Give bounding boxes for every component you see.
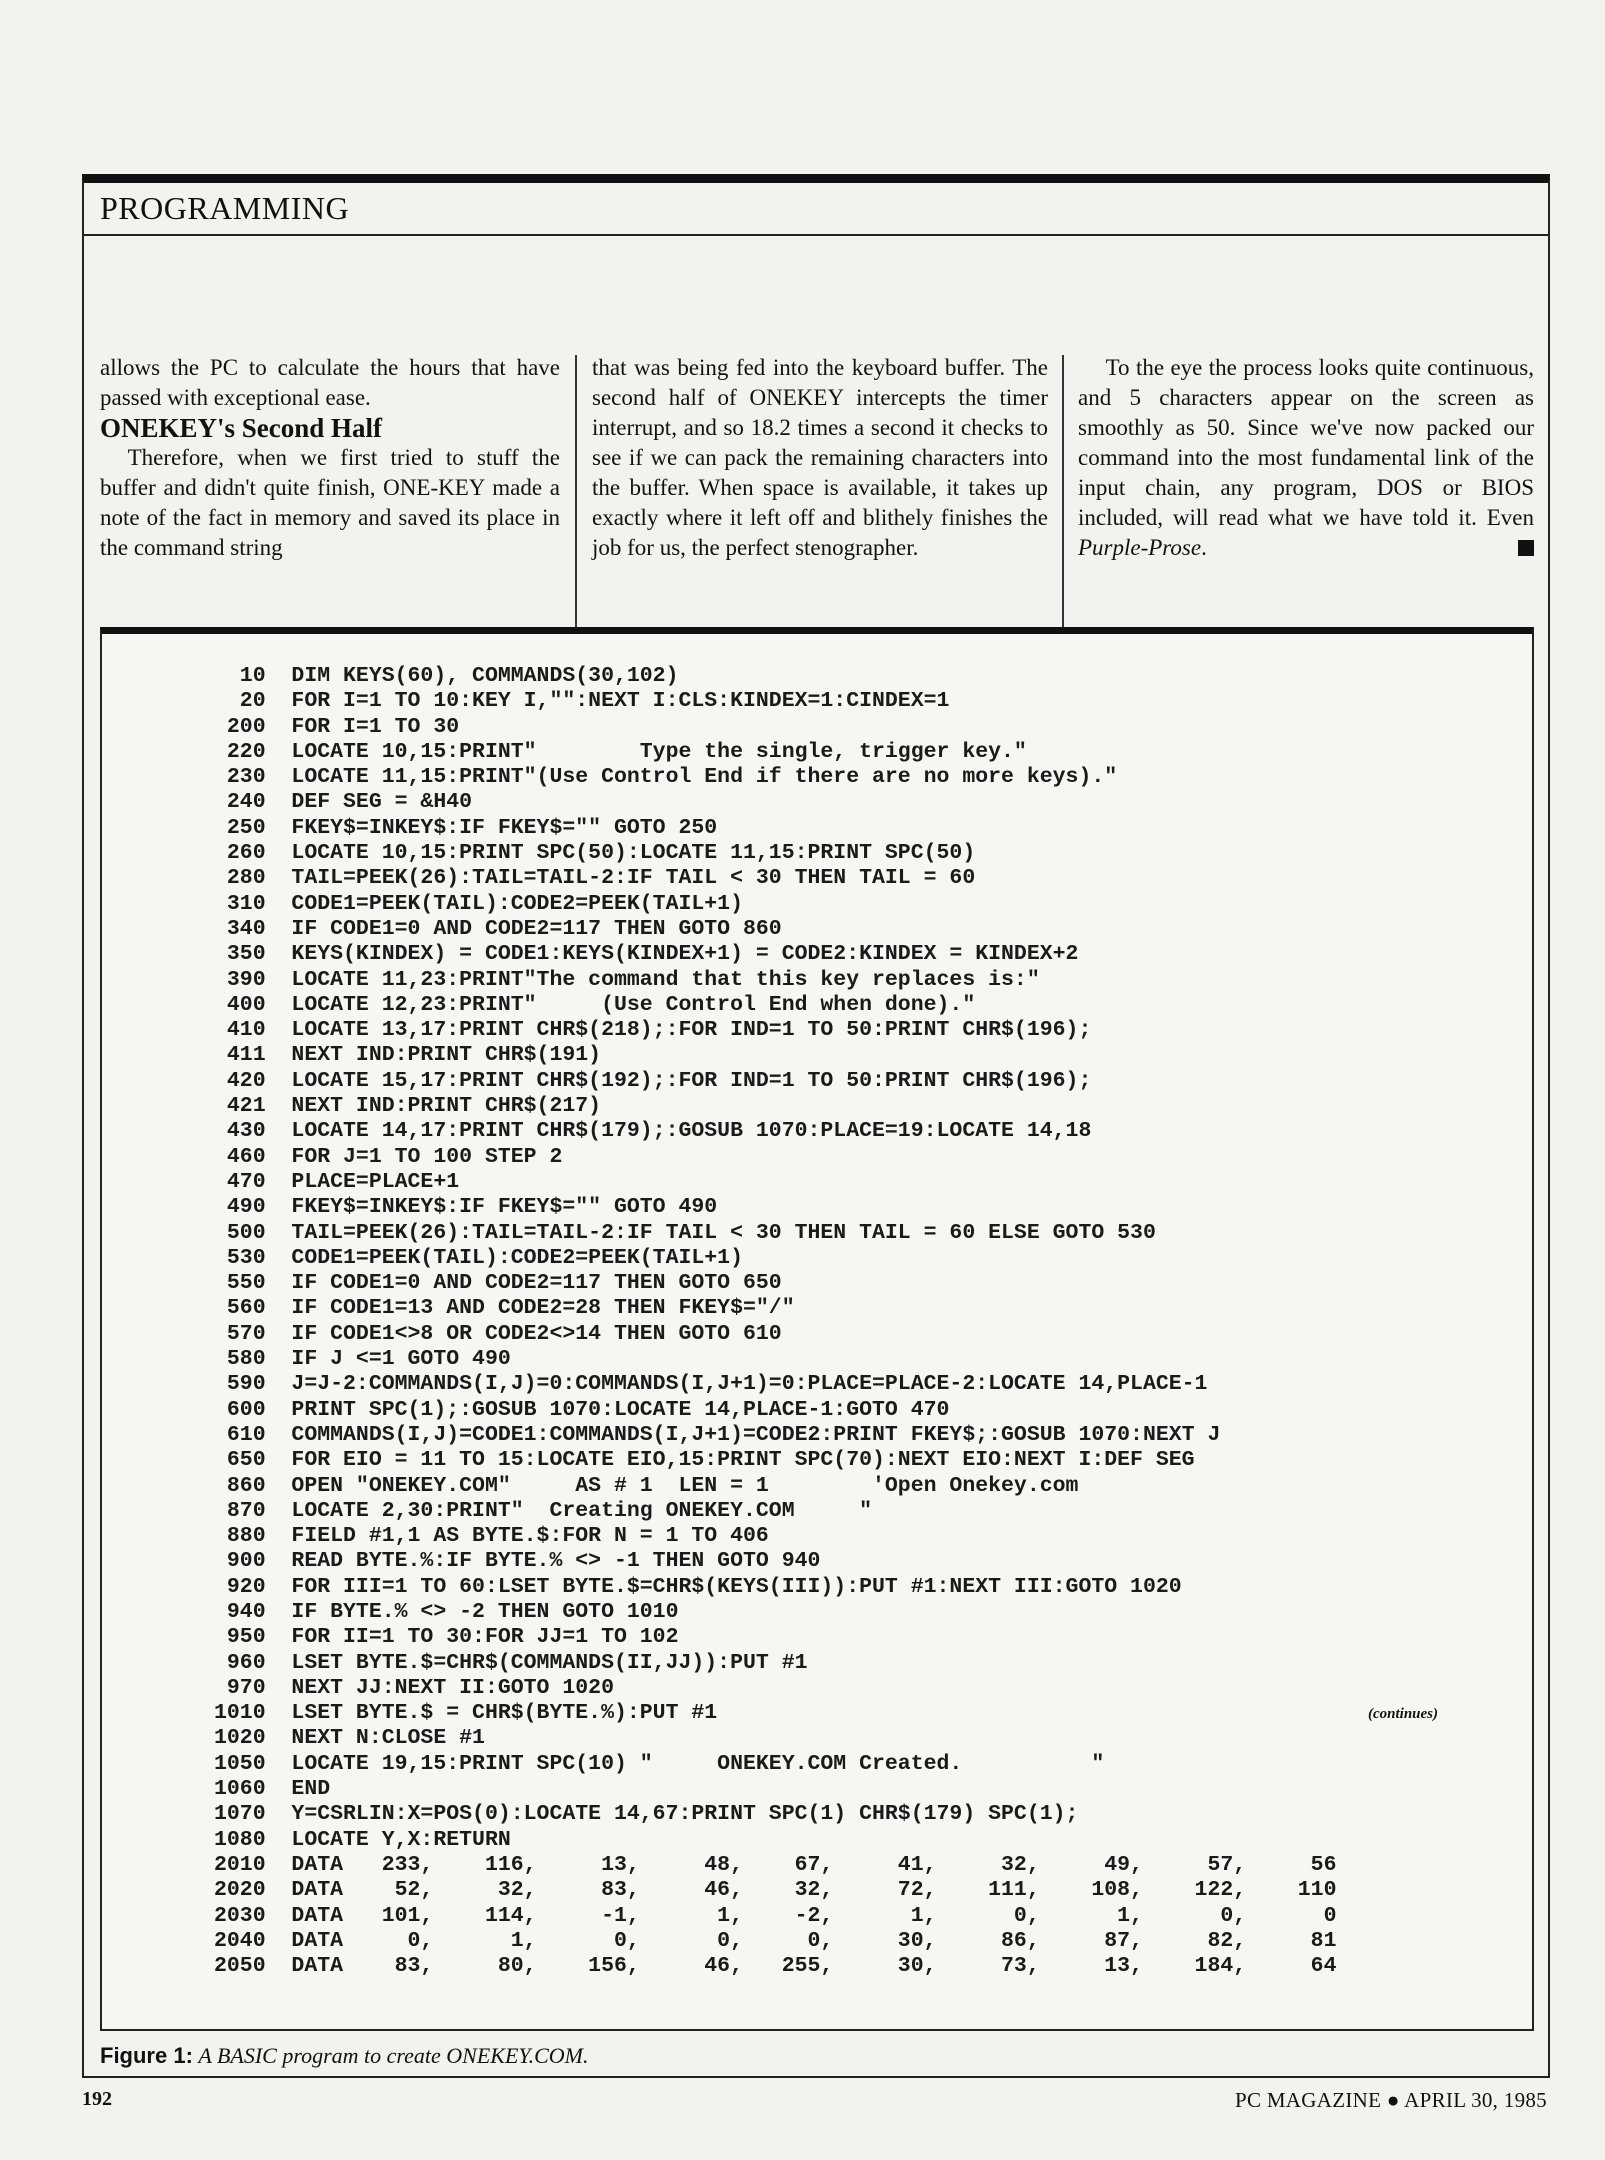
section-header: PROGRAMMING <box>84 183 1548 236</box>
code-line: 10 DIM KEYS(60), COMMANDS(30,102) <box>214 664 679 688</box>
code-line: 2010 DATA 233, 116, 13, 48, 67, 41, 32, 49, 57, 56 <box>214 1852 1337 1877</box>
code-line: 860 OPEN "ONEKEY.COM" AS # 1 LEN = 1 'Open Onekey.com <box>214 1473 1079 1498</box>
code-line: 2050 DATA 83, 80, 156, 46, 255, 30, 73, 13, 184, 64 <box>214 1954 1337 1979</box>
page-number: 192 <box>82 2088 112 2110</box>
code-line: 420 LOCATE 15,17:PRINT CHR$(192);:FOR IND=1 TO 50:PRINT CHR$(196); <box>214 1068 1092 1093</box>
col3-text-start: To the eye the process looks quite continuous, and 5 characters appear on the screen as smoothly as 50. Since we've now packed our command into the most fundamental link of the input chain, any program, DOS or BIOS included, will read what we have told it. Even <box>1078 355 1534 530</box>
code-line: 280 TAIL=PEEK(26):TAIL=TAIL-2:IF TAIL < 30 THEN TAIL = 60 <box>214 866 976 891</box>
text-column-1 <box>100 353 560 563</box>
code-line: 880 FIELD #1,1 AS BYTE.$:FOR N = 1 TO 406 <box>214 1524 769 1549</box>
code-line: 950 FOR II=1 TO 30:FOR JJ=1 TO 102 <box>214 1625 679 1650</box>
code-line: 460 FOR J=1 TO 100 STEP 2 <box>214 1144 563 1169</box>
code-line: 920 FOR III=1 TO 60:LSET BYTE.$=CHR$(KEYS(III)):PUT #1:NEXT III:GOTO 1020 <box>214 1574 1182 1599</box>
code-line: 1050 LOCATE 19,15:PRINT SPC(10) " ONEKEY.COM Created. " <box>214 1751 1105 1776</box>
code-line: 2040 DATA 0, 1, 0, 0, 0, 30, 86, 87, 82, 81 <box>214 1928 1337 1953</box>
article-frame <box>82 174 1550 2078</box>
publication-line: PC MAGAZINE ● APRIL 30, 1985 <box>1235 2088 1547 2112</box>
code-line: 220 LOCATE 10,15:PRINT" Type the single, trigger key." <box>214 739 1027 764</box>
text-column-2 <box>592 353 1048 563</box>
code-line: 240 DEF SEG = &H40 <box>214 790 473 815</box>
code-line: 200 FOR I=1 TO 30 <box>214 714 460 739</box>
code-line: 411 NEXT IND:PRINT CHR$(191) <box>214 1043 602 1068</box>
continues-label: (continues) <box>1367 1706 1438 1722</box>
code-line: 340 IF CODE1=0 AND CODE2=117 THEN GOTO 860 <box>214 916 782 941</box>
code-line: 1010 LSET BYTE.$ = CHR$(BYTE.%):PUT #1 <box>214 1701 718 1726</box>
end-mark-icon <box>1518 540 1534 556</box>
code-line: 260 LOCATE 10,15:PRINT SPC(50):LOCATE 11,15:PRINT SPC(50) <box>214 841 976 866</box>
code-line: 530 CODE1=PEEK(TAIL):CODE2=PEEK(TAIL+1) <box>214 1245 743 1270</box>
code-line: 2030 DATA 101, 114, -1, 1, -2, 1, 0, 1, 0, 0 <box>214 1903 1337 1928</box>
code-line: 1060 END <box>214 1777 331 1802</box>
code-line: 490 FKEY$=INKEY$:IF FKEY$="" GOTO 490 <box>214 1195 718 1220</box>
code-line: 350 KEYS(KINDEX) = CODE1:KEYS(KINDEX+1) = CODE2:KINDEX = KINDEX+2 <box>214 942 1079 967</box>
caption-text: A BASIC program to create ONEKEY.COM. <box>198 2043 589 2068</box>
col1-paragraph-2: Therefore, when we first tried to stuff the buffer and didn't quite finish, ONE-KEY made a note of the fact in memory and saved its place in the command string <box>100 445 560 560</box>
code-line: 1020 NEXT N:CLOSE #1 <box>214 1726 485 1751</box>
code-line: 230 LOCATE 11,15:PRINT"(Use Control End if there are no more keys)." <box>214 765 1118 790</box>
code-line: 610 COMMANDS(I,J)=CODE1:COMMANDS(I,J+1)=CODE2:PRINT FKEY$;:GOSUB 1070:NEXT J <box>214 1422 1221 1447</box>
code-line: 550 IF CODE1=0 AND CODE2=117 THEN GOTO 650 <box>214 1271 782 1296</box>
code-line: 940 IF BYTE.% <> -2 THEN GOTO 1010 <box>214 1599 679 1624</box>
code-listing <box>214 664 1336 1979</box>
code-line: 560 IF CODE1=13 AND CODE2=28 THEN FKEY$="/" <box>214 1296 795 1321</box>
code-line: 20 FOR I=1 TO 10:KEY I,"":NEXT I:CLS:KINDEX=1:CINDEX=1 <box>214 689 950 714</box>
code-line: 970 NEXT JJ:NEXT II:GOTO 1020 <box>214 1675 614 1700</box>
code-line: 250 FKEY$=INKEY$:IF FKEY$="" GOTO 250 <box>214 815 718 840</box>
code-line: 410 LOCATE 13,17:PRINT CHR$(218);:FOR IND=1 TO 50:PRINT CHR$(196); <box>214 1018 1092 1043</box>
code-line: 590 J=J-2:COMMANDS(I,J)=0:COMMANDS(I,J+1)=0:PLACE=PLACE-2:LOCATE 14,PLACE-1 <box>214 1372 1208 1397</box>
col2-paragraph: that was being fed into the keyboard buffer. The second half of ONEKEY intercepts the timer interrupt, and so 18.2 times a second it checks to see if we can pack the remaining characters into the buffer. When space is available, it takes up exactly where it left off and blithely finishes the job for us, the perfect stenographer. <box>592 355 1048 560</box>
col3-text-end: . <box>1201 535 1207 560</box>
code-line: 570 IF CODE1<>8 OR CODE2<>14 THEN GOTO 610 <box>214 1321 782 1346</box>
figure-caption <box>100 2043 589 2069</box>
col1-subhead: ONEKEY's Second Half <box>100 413 383 443</box>
code-line: 500 TAIL=PEEK(26):TAIL=TAIL-2:IF TAIL < 30 THEN TAIL = 60 ELSE GOTO 530 <box>214 1220 1156 1245</box>
code-line: 900 READ BYTE.%:IF BYTE.% <> -1 THEN GOTO 940 <box>214 1549 821 1574</box>
code-line: 650 FOR EIO = 11 TO 15:LOCATE EIO,15:PRINT SPC(70):NEXT EIO:NEXT I:DEF SEG <box>214 1448 1195 1473</box>
code-line: 310 CODE1=PEEK(TAIL):CODE2=PEEK(TAIL+1) <box>214 891 743 916</box>
code-line: 470 PLACE=PLACE+1 <box>214 1169 460 1194</box>
col3-paragraph <box>1078 353 1534 563</box>
col3-italic-text: Purple-Prose <box>1078 535 1202 560</box>
code-line: 870 LOCATE 2,30:PRINT" Creating ONEKEY.COM " <box>214 1498 873 1523</box>
code-line: 390 LOCATE 11,23:PRINT"The command that this key replaces is:" <box>214 967 1040 992</box>
code-line: 600 PRINT SPC(1);:GOSUB 1070:LOCATE 14,PLACE-1:GOTO 470 <box>214 1397 950 1422</box>
code-line: 421 NEXT IND:PRINT CHR$(217) <box>214 1094 602 1119</box>
code-line: 1070 Y=CSRLIN:X=POS(0):LOCATE 14,67:PRINT SPC(1) CHR$(179) SPC(1); <box>214 1802 1079 1827</box>
code-line: 580 IF J <=1 GOTO 490 <box>214 1347 511 1372</box>
text-column-3 <box>1078 353 1534 563</box>
code-line: 400 LOCATE 12,23:PRINT" (Use Control End when done)." <box>214 992 976 1017</box>
caption-label: Figure 1: <box>100 2043 193 2068</box>
code-line: 430 LOCATE 14,17:PRINT CHR$(179);:GOSUB 1070:PLACE=19:LOCATE 14,18 <box>214 1119 1092 1144</box>
code-line: 2020 DATA 52, 32, 83, 46, 32, 72, 111, 108, 122, 110 <box>214 1878 1337 1903</box>
code-listing-box <box>100 627 1534 2031</box>
code-line: 1080 LOCATE Y,X:RETURN <box>214 1827 511 1852</box>
col1-paragraph-1: allows the PC to calculate the hours that have passed with exceptional ease. <box>100 355 560 410</box>
code-line: 960 LSET BYTE.$=CHR$(COMMANDS(II,JJ)):PUT #1 <box>214 1650 808 1675</box>
